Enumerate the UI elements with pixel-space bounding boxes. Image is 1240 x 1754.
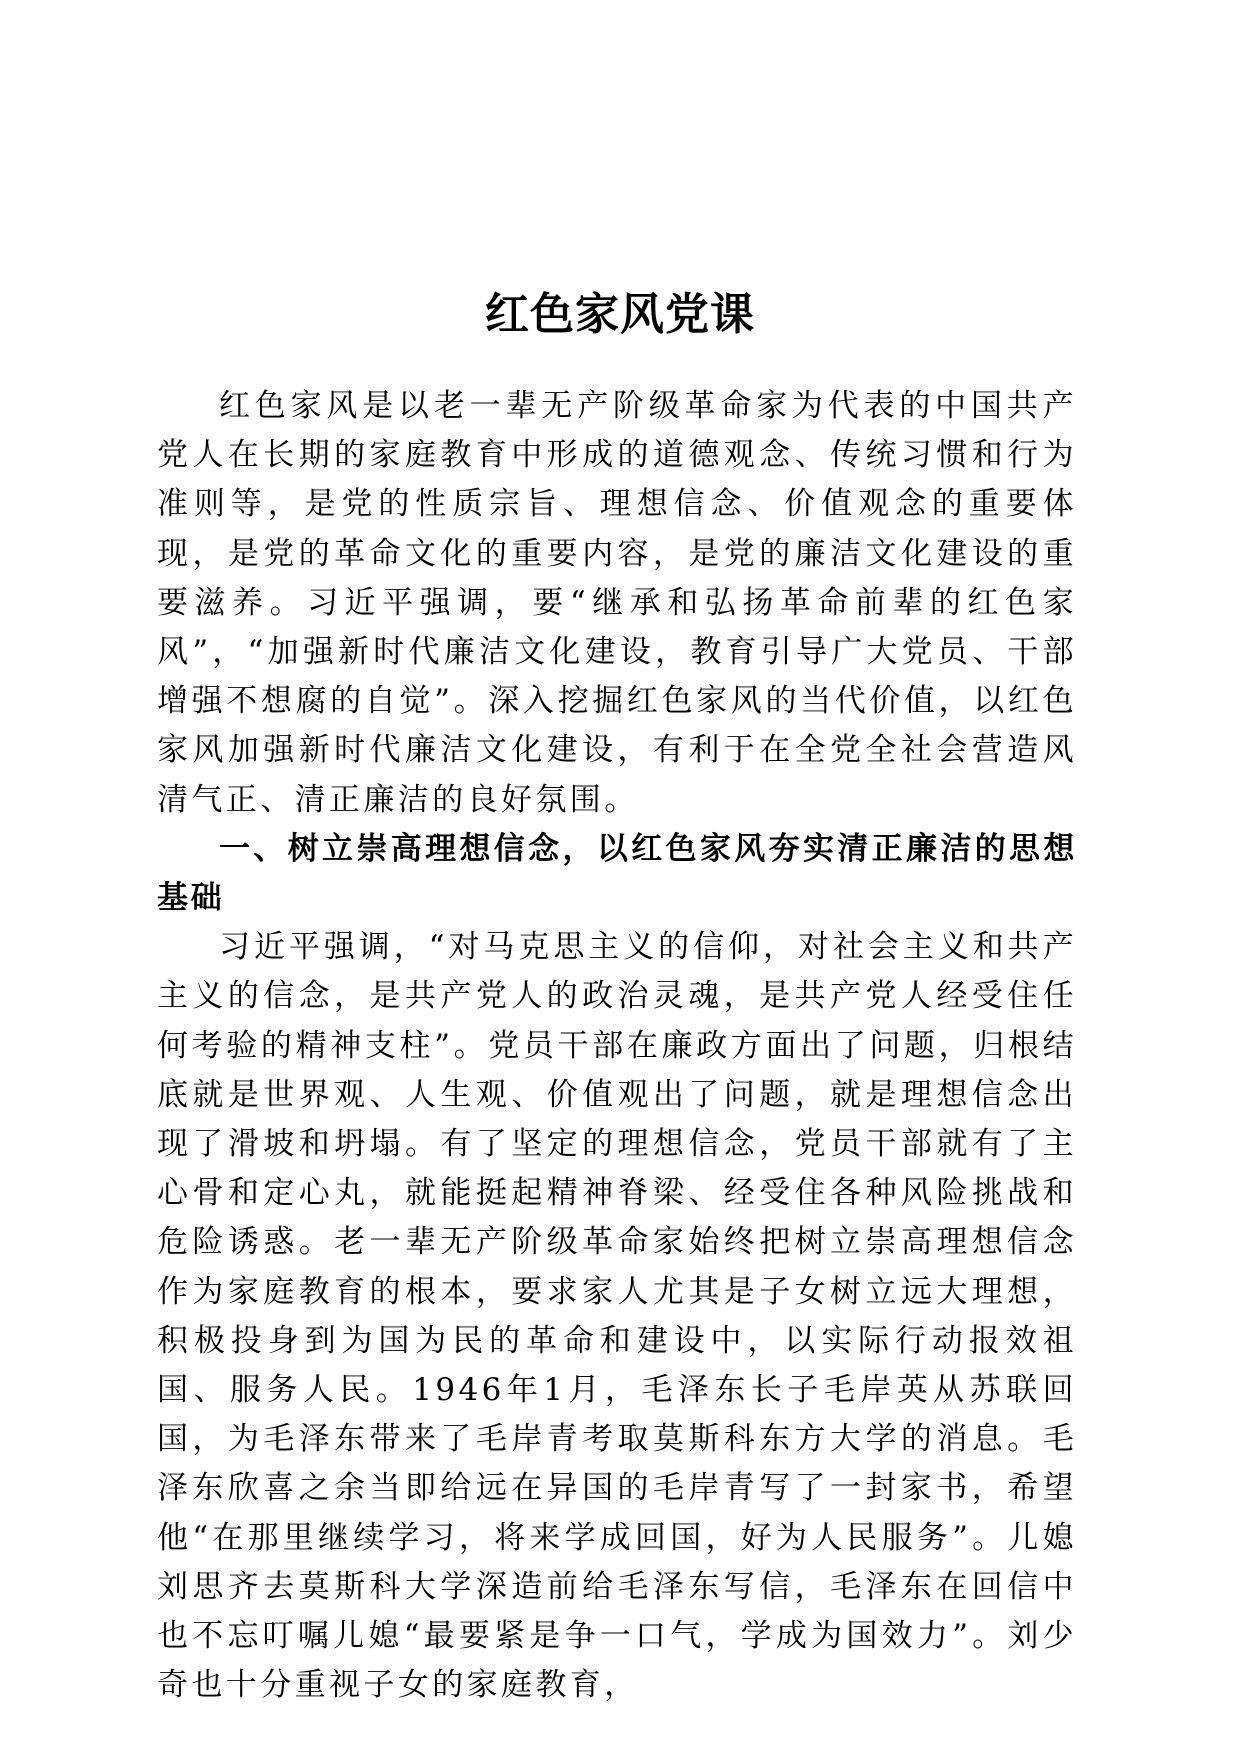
paragraph-intro: 红色家风是以老一辈无产阶级革命家为代表的中国共产党人在长期的家庭教育中形成的道德观念、传统习惯和行为准则等，是党的性质宗旨、理想信念、价值观念的重要体现，是党的革命文化的重要内容，是党的廉洁文化建设的重要滋养。习近平强调，要“继承和弘扬革命前辈的红色家风”，“加强新时代廉洁文化建设，教育引导广大党员、干部增强不想腐的自觉”。深入挖掘红色家风的当代价值，以红色家风加强新时代廉洁文化建设，有利于在全党全社会营造风清气正、清正廉洁的良好氛围。 (157, 388, 1077, 818)
document-title: 红色家风党课 (485, 289, 755, 341)
document-body (157, 382, 1077, 1710)
paragraph-section-1: 习近平强调，“对马克思主义的信仰，对社会主义和共产主义的信念，是共产党人的政治灵魂，是共产党人经受住任何考验的精神支柱”。党员干部在廉政方面出了问题，归根结底就是世界观、人生观、价值观出了问题，就是理想信念出现了滑坡和坍塌。有了坚定的理想信念，党员干部就有了主心骨和定心丸，就能挺起精神脊梁、经受住各种风险挑战和危险诱惑。老一辈无产阶级革命家始终把树立崇高理想信念作为家庭教育的根本，要求家人尤其是子女树立远大理想，积极投身到为国为民的革命和建设中，以实际行动报效祖国、服务人民。1946年1月，毛泽东长子毛岸英从苏联回国，为毛泽东带来了毛岸青考取莫斯科东方大学的消息。毛泽东欣喜之余当即给远在异国的毛岸青写了一封家书，希望他“在那里继续学习，将来学成回国，好为人民服务”。儿媳刘思齐去莫斯科大学深造前给毛泽东写信，毛泽东在回信中也不忘叮嘱儿媳“最要紧是争一口气，学成为国效力”。刘少奇也十分重视子女的家庭教育， (157, 929, 1077, 1704)
section-heading-1: 一、树立崇高理想信念，以红色家风夯实清正廉洁的思想基础 (157, 830, 1077, 917)
